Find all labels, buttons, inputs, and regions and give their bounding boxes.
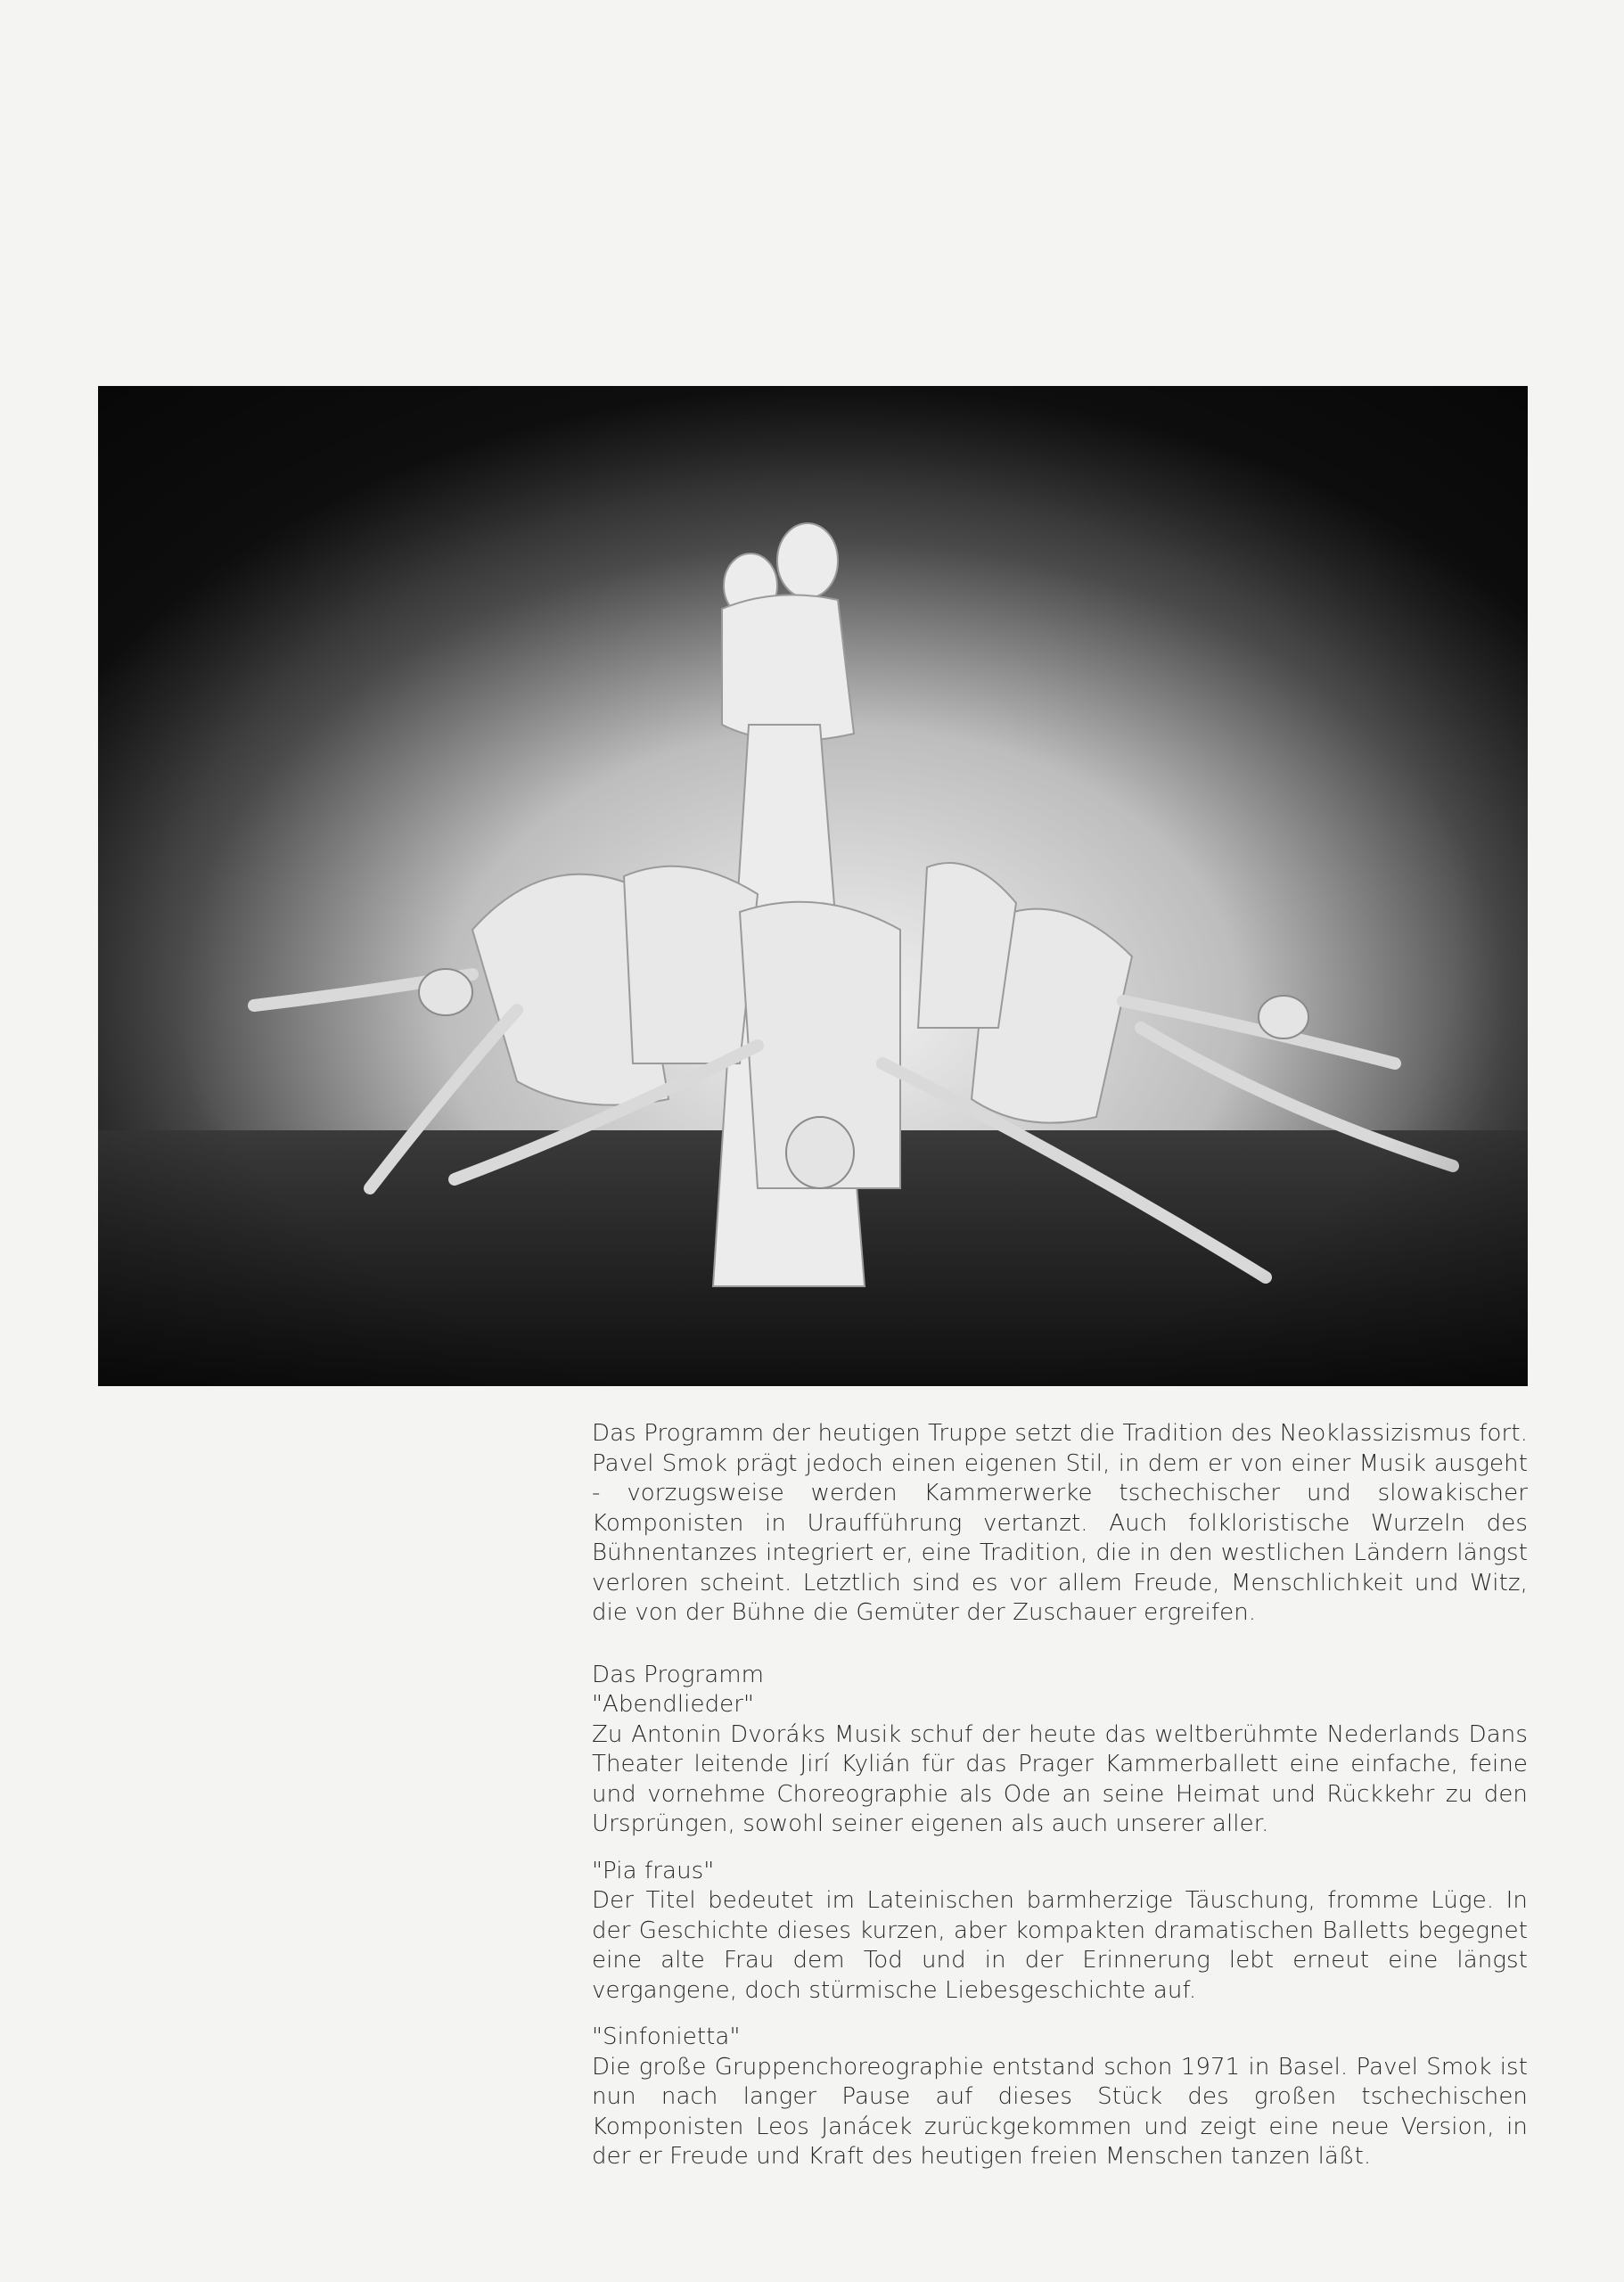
piece-description: Der Titel bedeutet im Lateinischen barmherzige Täuschung, fromme Lüge. In der Geschichte dieses kurzen, aber kompakten dramatischen Balletts begegnet eine alte Frau dem Tod und in der Erinnerung lebt erneut eine längst vergangene, doch stürmische Liebesgeschichte auf. — [592, 1887, 1528, 2004]
piece-title: "Pia fraus" — [592, 1857, 715, 1884]
section-heading: Das Programm — [592, 1661, 765, 1688]
program-piece — [592, 1857, 1528, 2007]
program-piece — [592, 2023, 1528, 2172]
piece-description: Die große Gruppenchoreographie entstand schon 1971 in Basel. Pavel Smok ist nun nach langer Pause auf dieses Stück des großen tschechischen Komponisten Leos Janácek zurückgekommen und zeigt eine neue Version, in der er Freude und Kraft des heutigen freien Menschen tanzen läßt. — [592, 2053, 1528, 2170]
dance-photo — [98, 386, 1528, 1386]
piece-title: "Abendlieder" — [592, 1691, 755, 1718]
piece-description: Zu Antonin Dvoráks Musik schuf der heute das weltberühmte Nederlands Dans Theater leitende Jirí Kylián für das Prager Kammerballett eine einfache, feine und vornehme Choreographie als Ode an seine Heimat und Rückkehr zu den Ursprüngen, sowohl seiner eigenen als auch unserer aller. — [592, 1720, 1528, 1837]
article-text — [592, 1419, 1528, 2189]
dance-photo-illustration — [98, 386, 1528, 1386]
piece-title: "Sinfonietta" — [592, 2023, 741, 2050]
intro-paragraph: Das Programm der heutigen Truppe setzt die Tradition des Neoklassizismus fort. Pavel Smok prägt jedoch einen eigenen Stil, in dem er von einer Musik ausgeht - vorzugsweise werden Kammerwerke tschechischer und slowakischer Komponisten in Uraufführung vertanzt. Auch folkloristische Wurzeln des Bühnentanzes integriert er, eine Tradition, die in den westlichen Ländern längst verloren scheint. Letztlich sind es vor allem Freude, Menschlichkeit und Witz, die von der Bühne die Gemüter der Zuschauer ergreifen. — [592, 1420, 1528, 1626]
program-piece — [592, 1690, 1528, 1840]
